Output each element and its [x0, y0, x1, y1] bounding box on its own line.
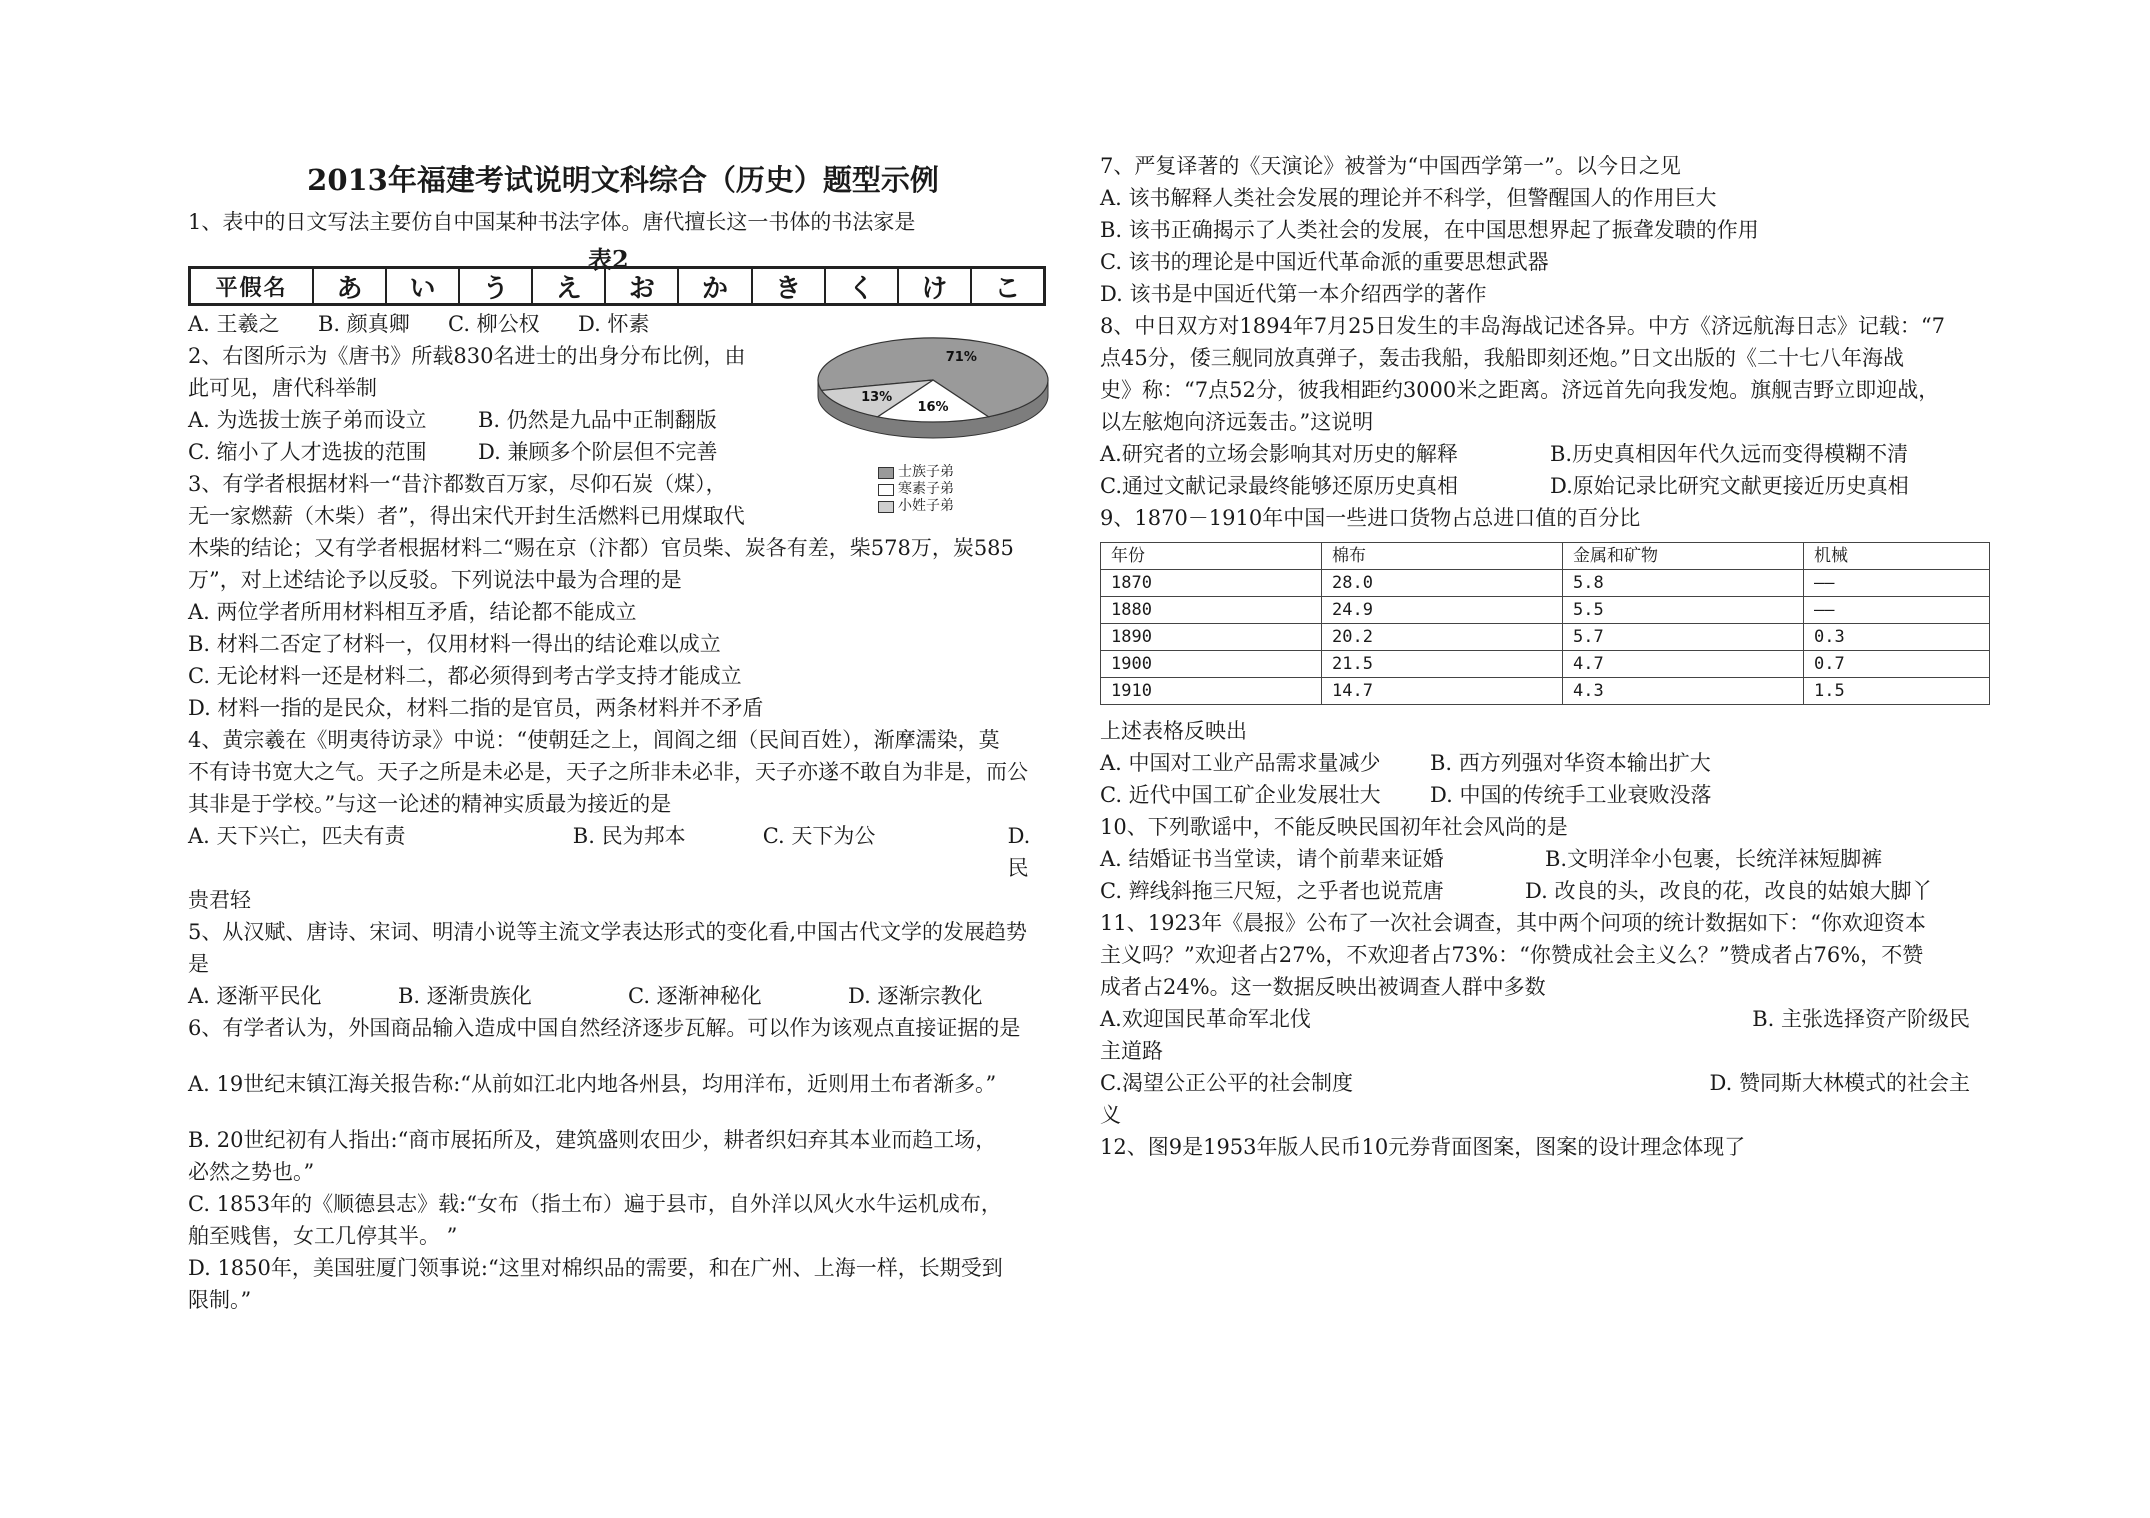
kana-cell: け [897, 269, 970, 303]
table-row [1101, 624, 1990, 651]
pie-chart [808, 330, 1058, 460]
q10-option-d: D. 改良的头，改良的花，改良的姑娘大脚丫 [1525, 879, 1933, 903]
legend-item [878, 464, 1058, 481]
pie-slice-label: 16% [917, 400, 949, 416]
kana-table-head: 平假名 [215, 274, 288, 301]
q5-option-b: B. 逐渐贵族化 [398, 984, 532, 1008]
q2-option-a: A. 为选拔士族子弟而设立 [188, 408, 427, 432]
q11-options-row [1100, 1067, 1970, 1099]
q8-stem-line: 史》称：“7点52分，彼我相距约3000米之距离。济远首先向我发炮。旗舰吉野立即迎战， [1100, 378, 1940, 402]
q9-options-row [1100, 747, 2000, 779]
q2-text [188, 340, 798, 468]
q8-stem-line: 8、中日双方对1894年7月25日发生的丰岛海战记述各异。中方《济远航海日志》记载：“7 [1100, 314, 1945, 338]
q2-stem-line: 2、右图所示为《唐书》所载830名进士的出身分布比例，由 [188, 344, 746, 368]
q4-stem-line: 不有诗书宽大之气。天子之所是未必是，天子之所非未必非，天子亦遂不敢自为非是，而公 [188, 760, 1028, 784]
q6-option-c: C. 1853年的《顺德县志》载:“女布（指土布）遍于县市，自外洋以风火水牛运机成布， [188, 1192, 1002, 1216]
right-column [1100, 150, 2000, 1163]
table-cell: —— [1804, 597, 1990, 624]
kana-table-block [188, 240, 1058, 304]
q2-option-b: B. 仍然是九品中正制翻版 [478, 408, 717, 432]
q8-stem-line: 点45分，倭三舰同放真弹子，轰击我船，我船即刻还炮。”日文出版的《二十七八年海战 [1100, 346, 1904, 370]
q3-stem-line: 万”，对上述结论予以反驳。下列说法中最为合理的是 [188, 568, 682, 592]
q6-stem: 6、有学者认为，外国商品输入造成中国自然经济逐步瓦解。可以作为该观点直接证据的是 [188, 1016, 1021, 1040]
q2-option-d: D. 兼顾多个阶层但不完善 [478, 440, 718, 464]
q5-options [188, 980, 1058, 1012]
q6-option-c-cont: 舶至贱售，女工几停其半。 ” [188, 1224, 458, 1248]
legend-item [878, 481, 1058, 498]
q3-option-b: B. 材料二否定了材料一，仅用材料一得出的结论难以成立 [188, 632, 721, 656]
table-cell: 0.7 [1804, 651, 1990, 678]
table-header-cell: 机械 [1804, 543, 1990, 570]
q11-option-b: B. 主张选择资产阶级民 [1752, 1007, 1970, 1031]
q8-options-row [1100, 438, 2000, 470]
q7-stem: 7、严复译著的《天演论》被誉为“中国西学第一”。以今日之见 [1100, 154, 1681, 178]
q2-stem-line: 此可见，唐代科举制 [188, 376, 377, 400]
legend-item [878, 498, 1058, 515]
q10-options-row [1100, 875, 2000, 907]
q11-option-d: D. 赞同斯大林模式的社会主 [1709, 1071, 1970, 1095]
legend-label: 士族子弟 [898, 464, 954, 480]
q3-stem-line: 3、有学者根据材料一“昔汴都数百万家，尽仰石炭（煤）， [188, 472, 727, 496]
q8-option-c: C.通过文献记录最终能够还原历史真相 [1100, 474, 1458, 498]
pie-chart-box [808, 330, 1058, 514]
q8-options-row [1100, 470, 2000, 502]
table-cell: 5.8 [1563, 570, 1804, 597]
kana-cell: う [458, 269, 531, 303]
q4-stem-line: 4、黄宗羲在《明夷待访录》中说：“使朝廷之上，闾阎之细（民间百姓），渐摩濡染，莫 [188, 728, 1000, 752]
q11-stem-line: 主义吗？”欢迎者占27%，不欢迎者占73%：“你赞成社会主义么？”赞成者占76%，不赞 [1100, 943, 1924, 967]
q10-stem: 10、下列歌谣中，不能反映民国初年社会风尚的是 [1100, 815, 1568, 839]
q5-option-a: A. 逐渐平民化 [188, 984, 322, 1008]
table-cell: 5.5 [1563, 597, 1804, 624]
kana-table [188, 266, 1046, 306]
q3-option-d: D. 材料一指的是民众，材料二指的是官员，两条材料并不矛盾 [188, 696, 764, 720]
q5-stem-line: 5、从汉赋、唐诗、宋词、明清小说等主流文学表达形式的变化看,中国古代文学的发展趋势 [188, 920, 1028, 944]
legend-swatch [878, 484, 894, 496]
table-header-row [1101, 543, 1990, 570]
kana-cell: い [385, 269, 458, 303]
kana-cell: か [677, 269, 750, 303]
q7-option-b: B. 该书正确揭示了人类社会的发展，在中国思想界起了振聋发聩的作用 [1100, 218, 1759, 242]
kana-cell: あ [312, 269, 385, 303]
q4-options [188, 820, 1058, 884]
q2-option-c: C. 缩小了人才选拔的范围 [188, 440, 427, 464]
q11-stem-line: 11、1923年《晨报》公布了一次社会调查，其中两个问项的统计数据如下：“你欢迎资本 [1100, 911, 1926, 935]
q9-option-c: C. 近代中国工矿企业发展壮大 [1100, 783, 1381, 807]
table-cell: 24.9 [1322, 597, 1563, 624]
table-cell: 1880 [1101, 597, 1322, 624]
kana-cell: こ [970, 269, 1043, 303]
q8-option-a: A.研究者的立场会影响其对历史的解释 [1100, 442, 1458, 466]
pie-legend [878, 464, 1058, 515]
table-cell: 20.2 [1322, 624, 1563, 651]
q2-options-row [188, 436, 798, 468]
q8-stem-line: 以左舷炮向济远轰击。”这说明 [1100, 410, 1374, 434]
q1-option-c: C. 柳公权 [448, 312, 540, 336]
kana-cell: お [604, 269, 677, 303]
table-cell: 0.3 [1804, 624, 1990, 651]
q7-option-d: D. 该书是中国近代第一本介绍西学的著作 [1100, 282, 1487, 306]
legend-label: 寒素子弟 [898, 481, 954, 497]
q5-option-d: D. 逐渐宗教化 [848, 984, 983, 1008]
table-header-cell: 棉布 [1322, 543, 1563, 570]
q11-option-b-cont: 主道路 [1100, 1039, 1163, 1063]
pie-slice-label: 13% [861, 389, 893, 405]
q8-option-b: B.历史真相因年代久远而变得模糊不清 [1550, 442, 1909, 466]
q1-option-a: A. 王羲之 [188, 312, 280, 336]
table-cell: —— [1804, 570, 1990, 597]
q9-after: 上述表格反映出 [1100, 719, 1247, 743]
kana-cell: く [824, 269, 897, 303]
q3-option-a: A. 两位学者所用材料相互矛盾，结论都不能成立 [188, 600, 637, 624]
table-row [1101, 570, 1990, 597]
kana-cell: き [751, 269, 824, 303]
spacer [188, 1044, 1058, 1068]
kana-cell: え [531, 269, 604, 303]
q4-option-b: B. 民为邦本 [572, 824, 686, 848]
table-row [1101, 651, 1990, 678]
q10-option-b: B.文明洋伞小包裹，长统洋袜短脚裤 [1545, 847, 1883, 871]
table-cell: 14.7 [1322, 678, 1563, 705]
q10-options-row [1100, 843, 2000, 875]
pie-slice-label: 71% [945, 350, 977, 366]
table-cell: 28.0 [1322, 570, 1563, 597]
q4-option-a: A. 天下兴亡，匹夫有责 [188, 824, 406, 848]
q11-options-row [1100, 1003, 1970, 1035]
q9-options-row [1100, 779, 2000, 811]
q5-stem-line: 是 [188, 952, 209, 976]
legend-swatch [878, 501, 894, 513]
q9-option-a: A. 中国对工业产品需求量减少 [1100, 751, 1381, 775]
q1-stem: 1、表中的日文写法主要仿自中国某种书法字体。唐代擅长这一书体的书法家是 [188, 210, 916, 234]
q11-stem-line: 成者占24%。这一数据反映出被调查人群中多数 [1100, 975, 1546, 999]
q1-option-d: D. 怀素 [578, 312, 650, 336]
q4-stem-line: 其非是于学校。”与这一论述的精神实质最为接近的是 [188, 792, 672, 816]
q4-option-c: C. 天下为公 [762, 824, 876, 848]
left-column [188, 160, 1058, 1316]
table-cell: 4.7 [1563, 651, 1804, 678]
page-title: 2013年福建考试说明文科综合（历史）题型示例 [307, 163, 939, 197]
q1-option-b: B. 颜真卿 [318, 312, 410, 336]
q11-option-a: A.欢迎国民革命军北伐 [1100, 1007, 1311, 1031]
table-row [1101, 678, 1990, 705]
q3-stem-line: 无一家燃薪（木柴）者”，得出宋代开封生活燃料已用煤取代 [188, 504, 745, 528]
table-cell: 5.7 [1563, 624, 1804, 651]
q6-option-b: B. 20世纪初有人指出:“商市展拓所及，建筑盛则农田少，耕者织妇弃其本业而趋工场， [188, 1128, 997, 1152]
table-cell: 21.5 [1322, 651, 1563, 678]
q8-option-d: D.原始记录比研究文献更接近历史真相 [1550, 474, 1909, 498]
table-row [1101, 597, 1990, 624]
q6-option-b-cont: 必然之势也。” [188, 1160, 315, 1184]
q10-option-c: C. 辫线斜拖三尺短，之乎者也说荒唐 [1100, 879, 1444, 903]
table-header-cell: 年份 [1101, 543, 1322, 570]
q7-option-c: C. 该书的理论是中国近代革命派的重要思想武器 [1100, 250, 1549, 274]
q7-option-a: A. 该书解释人类社会发展的理论并不科学，但警醒国人的作用巨大 [1100, 186, 1717, 210]
q3-stem-line: 木柴的结论；又有学者根据材料二“赐在京（汴都）官员柴、炭各有差，柴578万，炭585 [188, 536, 1014, 560]
q12-stem: 12、图9是1953年版人民币10元券背面图案，图案的设计理念体现了 [1100, 1135, 1746, 1159]
table-cell: 1.5 [1804, 678, 1990, 705]
q11-option-c: C.渴望公正公平的社会制度 [1100, 1071, 1353, 1095]
table-cell: 4.3 [1563, 678, 1804, 705]
q6-option-a: A. 19世纪末镇江海关报告称:“从前如江北内地各州县，均用洋布，近则用土布者渐多。” [188, 1072, 997, 1096]
q3-option-c: C. 无论材料一还是材料二，都必须得到考古学支持才能成立 [188, 664, 742, 688]
q6-option-d: D. 1850年，美国驻厦门领事说:“这里对棉织品的需要，和在广州、上海一样，长期受到 [188, 1256, 1003, 1280]
table-cell: 1870 [1101, 570, 1322, 597]
q11-option-d-cont: 义 [1100, 1103, 1121, 1127]
legend-label: 小姓子弟 [898, 498, 954, 514]
q9-stem: 9、1870－1910年中国一些进口货物占总进口值的百分比 [1100, 506, 1641, 530]
q2-options-row [188, 404, 798, 436]
import-table [1100, 542, 1990, 705]
q4-option-tail: 贵君轻 [188, 888, 251, 912]
q9-option-d: D. 中国的传统手工业衰败没落 [1430, 783, 1712, 807]
q6-option-d-cont: 限制。” [188, 1288, 252, 1312]
table-cell: 1890 [1101, 624, 1322, 651]
table-cell: 1910 [1101, 678, 1322, 705]
q9-option-b: B. 西方列强对华资本输出扩大 [1430, 751, 1711, 775]
legend-swatch [878, 467, 894, 479]
q10-option-a: A. 结婚证书当堂读，请个前辈来证婚 [1100, 847, 1444, 871]
kana-table-caption: 表2 [588, 245, 629, 274]
table-cell: 1900 [1101, 651, 1322, 678]
table-header-cell: 金属和矿物 [1563, 543, 1804, 570]
q4-option-d: D. 民 [1007, 824, 1031, 880]
spacer [188, 1100, 1058, 1124]
q5-option-c: C. 逐渐神秘化 [628, 984, 762, 1008]
